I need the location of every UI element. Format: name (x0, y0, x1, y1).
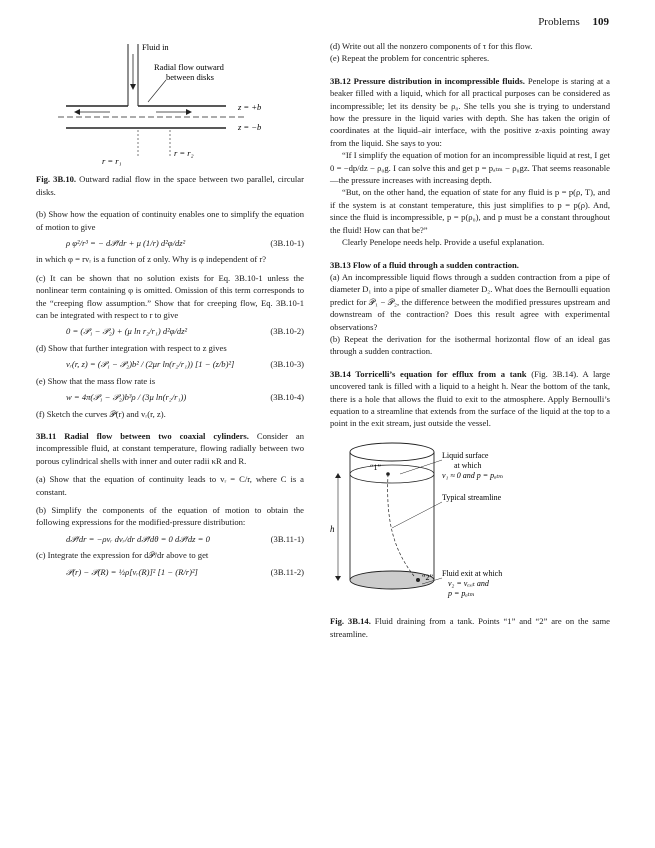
problem-3b12 (330, 75, 610, 149)
equation-number: (3B.10-3) (270, 359, 304, 370)
caption-text: Outward radial flow in the space between two parallel, circular disks. (36, 174, 304, 197)
equation-expr: 𝒫(r) − 𝒫(R) = ½ρ[vᵣ(R)]² [1 − (R/r)²] (66, 566, 198, 577)
equation-3b10-4 (36, 387, 304, 407)
equation-expr: d𝒫/dr = −ρvᵣ dvᵣ/dr d𝒫/dθ = 0 d𝒫/dz = 0 (66, 533, 210, 544)
page-number: 109 (592, 16, 609, 28)
part-e-3b10: (e) Repeat the problem for concentric spheres. (330, 53, 490, 64)
z-minus-b-label: z = −b (238, 122, 262, 132)
right-column (330, 40, 610, 640)
part-f: (f) Sketch the curves 𝒫(r) and vᵣ(r, z). (36, 408, 166, 419)
outflow-arrowhead-right (186, 109, 192, 115)
equation-number: (3B.11-2) (270, 566, 304, 577)
surface-leader (400, 460, 442, 474)
fluid-in-label: Fluid in (142, 42, 169, 52)
part-b-3b13: (b) Repeat the derivation for the isothermal horizontal flow of an ideal gas through a sudden contraction. (330, 333, 610, 357)
typical-streamline-label: Typical streamline (442, 492, 502, 502)
problem-3b11 (36, 430, 304, 467)
equation-expr: w = 4π(𝒫₁ − 𝒫₂)b³ρ / (3μ ln(r₂/r₁)) (66, 392, 187, 403)
caption-label: Fig. 3B.10. (36, 174, 77, 185)
radial-flow-label: Radial flow outward (154, 62, 224, 72)
v1-label: v₁ ≈ 0 and p = pₐₜₘ (442, 470, 504, 480)
equation-3b11-1 (36, 529, 304, 549)
figure-3b10-caption (36, 173, 304, 198)
point-2-marker (416, 578, 420, 582)
problem-text: Penelope is staring at a beaker filled with a liquid, which for all practical purposes can be considered as incompressible; let its density be ρ₀. She tells you she is trying to understand how the pressure in the liquid varies with depth. She has taken the origin of coordinates at the liquid–air interface, with the positive z-axis pointing away from the liquid. She says to you: (330, 75, 610, 148)
height-label: h (330, 523, 335, 534)
problem-title: 3B.12 Pressure distribution in incompressible fluids. (330, 75, 525, 86)
equation-expr: 0 = (𝒫₁ − 𝒫₂) + (μ ln r₂/r₁) d²φ/dz² (66, 326, 188, 337)
problem-text: (Fig. 3B.14). A large uncovered tank is filled with a liquid to a height h. Near the bottom of the tank, there is a hole that allows the fluid to exit to the atmosphere. Apply Bernoulli’s equation to a streamline that extends from the surface of the liquid at the top to a point in the exit stream, just outside the vessel. (330, 368, 611, 429)
part-b: (b) Show how the equation of continuity enables one to simplify the equation of motion to give (36, 209, 304, 232)
fluid-exit-label: Fluid exit at which (442, 568, 503, 578)
part-d: (d) Show that further integration with respect to z gives (36, 342, 227, 353)
problem-3b14 (330, 368, 610, 430)
point-1-label: “1” (370, 462, 382, 472)
quote-paragraph-2: “But, on the other hand, the equation of state for any fluid is p = p(ρ, T), and if the system is at constant temperature, this just simplifies to p = p(ρ). And, since the fluid is incompressible, p = p(ρ₀), and p must be a constant throughout the fluid! How can that be?” (330, 187, 610, 235)
equation-3b11-2 (36, 562, 304, 582)
figure-3b14 (330, 438, 610, 640)
equation-3b10-3 (36, 354, 304, 374)
streamline-leader (392, 502, 442, 528)
equation-number: (3B.11-1) (270, 533, 304, 544)
between-disks-label: between disks (166, 72, 214, 82)
radial-flow-leader (148, 80, 166, 102)
running-header (538, 16, 609, 28)
part-c: (c) It can be shown that no solution exists for Eq. 3B.10-1 unless the nonlinear term containing φ is omitted. Omission of this term corresponds to the “creeping flow assumption.” Show that for creeping flow, Eq. 3B.10-1 can be integrated with respect to r to give (36, 272, 304, 321)
part-b-continued: in which φ = rvᵣ is a function of z only. Why is φ independent of r? (36, 254, 267, 265)
at-which-label: at which (454, 460, 482, 470)
left-column (36, 40, 304, 582)
caption-text: Fluid draining from a tank. Points “1” and “2” are on the same streamline. (330, 616, 610, 639)
part-b-3b11: (b) Simplify the components of the equation of motion to obtain the following expressions for the modified-pressure distribution: (36, 504, 304, 528)
equation-3b10-1 (36, 233, 304, 253)
part-d-3b10: (d) Write out all the nonzero components of τ for this flow. (330, 41, 533, 51)
height-arrow-down (335, 576, 341, 581)
equation-3b10-2 (36, 321, 304, 341)
figure-3b14-caption (330, 615, 610, 640)
liquid-surface (350, 462, 434, 483)
equation-expr: ρ φ²/r³ = − d𝒫/dr + μ (1/r) d²φ/dz² (66, 238, 186, 249)
problem-title: 3B.14 Torricelli’s equation for efflux from a tank (330, 368, 527, 379)
p-atm-label: p = pₐₜₘ (448, 588, 475, 598)
r1-label: r = r₁ (102, 156, 122, 166)
part-c-3b11: (c) Integrate the expression for d𝒫/dr above to get (36, 550, 209, 561)
part-e: (e) Show that the mass flow rate is (36, 375, 156, 386)
running-title: Problems (538, 16, 580, 28)
caption-label: Fig. 3B.14. (330, 616, 371, 627)
radial-flow-diagram (36, 40, 304, 168)
z-plus-b-label: z = +b (238, 102, 262, 112)
typical-streamline (388, 474, 414, 576)
problem-3b13 (330, 259, 610, 271)
part-a-3b13: (a) An incompressible liquid flows through a sudden contraction from a pipe of diameter D₁ into a pipe of smaller diameter D₂. What does the Bernoulli equation predict for 𝒫₁ − 𝒫₂, the difference between the modified pressures upstream and downstream of the contraction? Does this result agree with experimental observations? (330, 271, 610, 332)
point-2-label: “2” (422, 572, 434, 582)
equation-number: (3B.10-1) (270, 238, 304, 249)
tank-top-rim (350, 443, 434, 461)
r2-label: r = r₂ (174, 148, 194, 158)
quote-paragraph-1: “If I simplify the equation of motion for an incompressible liquid at rest, I get 0 = −dp/dz − ρ₀g. I can solve this and get p = pₐₜₘ − ρ₀gz. That seems reasonable—the pressure increases with increasing depth. (330, 150, 610, 186)
part-a-3b11: (a) Show that the equation of continuity leads to vᵣ = C/r, where C is a constant. (36, 474, 304, 497)
quote-paragraph-3: Clearly Penelope needs help. Provide a useful explanation. (342, 237, 545, 248)
problem-title: 3B.11 Radial flow between two coaxial cylinders. (36, 430, 249, 441)
equation-expr: vᵣ(r, z) = (𝒫₁ − 𝒫₂)b² / (2μr ln(r₂/r₁)) [1 − (z/b)²] (66, 359, 235, 370)
liquid-surface-label: Liquid surface (442, 450, 489, 460)
tank-diagram (330, 438, 610, 610)
problem-title: 3B.13 Flow of a fluid through a sudden contraction. (330, 259, 519, 270)
inflow-arrowhead (130, 84, 136, 90)
outflow-arrowhead-left (74, 109, 80, 115)
equation-number: (3B.10-4) (270, 392, 304, 403)
problem-text: Consider an incompressible fluid, at constant temperature, flowing radially between two porous cylindrical shells with inner and outer radii κR and R. (36, 430, 305, 466)
equation-number: (3B.10-2) (270, 326, 304, 337)
height-arrow-up (335, 473, 341, 478)
figure-3b10 (36, 40, 304, 198)
v2-label: v₂ = vₑₓᵢₜ and (448, 578, 489, 588)
